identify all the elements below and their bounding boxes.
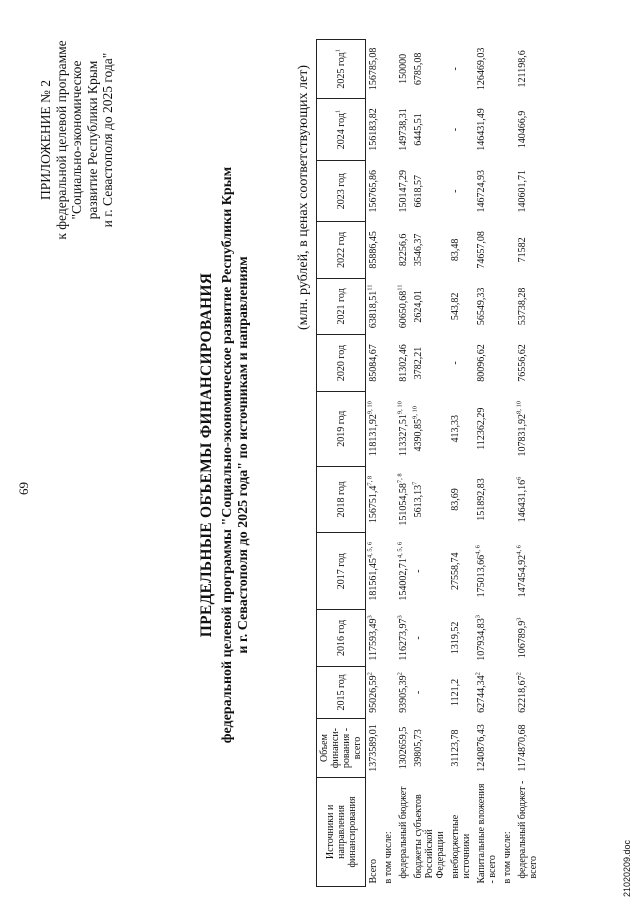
- cell-value: 62218,67: [517, 675, 528, 713]
- cell-value: 181561,45: [368, 558, 379, 601]
- cell-value: 80096,62: [476, 344, 487, 382]
- appendix-line-2: к федеральной целевой программе: [53, 40, 69, 240]
- cell-value: -: [450, 361, 461, 365]
- table-cell: [448, 533, 474, 610]
- table-cell: [500, 466, 515, 533]
- table-row: [515, 40, 541, 887]
- table-cell: [515, 161, 541, 222]
- cell-value: 1373589,01: [368, 724, 379, 772]
- table-cell: [396, 666, 411, 719]
- row-label: в том числе:: [502, 831, 513, 884]
- cell-value: 140466,9: [517, 110, 528, 149]
- cell-value: 146724,93: [476, 169, 487, 213]
- cell-value: 413,33: [450, 414, 461, 443]
- footnote-mark: 7: [411, 481, 419, 485]
- table-row: [396, 40, 411, 887]
- table-cell: [448, 40, 474, 99]
- cell-value: 126469,03: [476, 47, 487, 91]
- cell-value: 117593,49: [368, 618, 379, 661]
- column-header: [317, 40, 366, 99]
- cell-value: 175013,66: [476, 554, 487, 598]
- cell-value: 2624,01: [413, 290, 424, 323]
- cell-value: 6445,51: [413, 113, 424, 146]
- cell-value: 2016 год: [335, 619, 347, 656]
- table-cell: [515, 40, 541, 99]
- cell-value: -: [450, 189, 461, 193]
- table-cell: [500, 98, 515, 161]
- cell-value: -: [450, 67, 461, 71]
- appendix-block: [38, 15, 116, 265]
- table-cell: [366, 610, 382, 667]
- row-label: внебюджетные источники: [450, 814, 472, 879]
- footnote-mark: 4, 5, 6: [396, 541, 404, 559]
- table-cell: [411, 40, 448, 99]
- cell-value: 2025 год: [335, 52, 347, 89]
- cell-value: 4390,85: [413, 418, 424, 452]
- table-cell: [396, 610, 411, 667]
- footnote-mark: 3: [515, 617, 523, 621]
- footnote-mark: 9, 10: [366, 401, 374, 415]
- cell-value: 39805,73: [413, 729, 424, 767]
- cell-value: 2018 год: [335, 481, 347, 518]
- cell-value: 81302,46: [398, 344, 409, 382]
- table-cell: [411, 278, 448, 335]
- table-cell: [381, 666, 396, 719]
- units-note: (млн. рублей, в ценах соответствующих лет): [296, 65, 311, 330]
- row-label: Капитальные вложения - всего: [476, 783, 498, 884]
- table-cell: [411, 391, 448, 466]
- table-cell: [381, 533, 396, 610]
- cell-value: 5613,13: [413, 484, 424, 518]
- cell-value: 93905,39: [398, 675, 409, 713]
- table-cell: [448, 278, 474, 335]
- financing-table: [316, 39, 541, 887]
- table-cell: [381, 719, 396, 778]
- table-cell: [474, 222, 500, 279]
- cell-value: 156765,86: [368, 169, 379, 213]
- footnote-mark: 3: [366, 615, 374, 619]
- row-label: Всего: [368, 858, 379, 884]
- cell-value: 27558,74: [450, 552, 461, 590]
- cell-value: 121198,6: [517, 50, 528, 88]
- cell-value: 6785,08: [413, 52, 424, 86]
- cell-value: Источники и направления финансирования: [324, 796, 358, 868]
- table-cell: [366, 666, 382, 719]
- cell-value: 2020 год: [335, 344, 347, 382]
- footnote-mark: 3: [474, 615, 482, 619]
- table-row: [448, 40, 474, 887]
- cell-value: Объем финанси-рования - всего: [319, 727, 363, 769]
- table-cell: [366, 391, 382, 466]
- footnote-mark: 4, 6: [474, 545, 482, 555]
- cell-value: 63818,51: [368, 290, 379, 329]
- table-cell: [381, 335, 396, 392]
- table-header-row: [317, 40, 366, 887]
- table-cell: [515, 719, 541, 778]
- cell-value: 74657,08: [476, 231, 487, 269]
- column-header: [317, 161, 366, 222]
- table-cell: [448, 335, 474, 392]
- table-cell: [396, 278, 411, 335]
- cell-value: 107934,83: [476, 618, 487, 661]
- table-cell: [500, 40, 515, 99]
- table-cell: [366, 98, 382, 161]
- cell-value: 149738,31: [398, 108, 409, 151]
- appendix-line-3: "Социально-экономическое: [69, 60, 84, 220]
- cell-value: 85084,67: [368, 344, 379, 382]
- footnote-mark: 3: [396, 615, 404, 619]
- table-cell: [366, 40, 382, 99]
- column-header: [317, 719, 366, 778]
- table-cell: [500, 610, 515, 667]
- cell-value: 107831,92: [517, 413, 528, 457]
- cell-value: 543,82: [450, 292, 461, 321]
- main-title: ПРЕДЕЛЬНЫЕ ОБЪЕМЫ ФИНАНСИРОВАНИЯ: [198, 272, 215, 638]
- cell-value: 1174870,68: [517, 724, 528, 772]
- table-cell: [396, 533, 411, 610]
- table-cell: [474, 335, 500, 392]
- table-cell: [474, 40, 500, 99]
- column-header: [317, 666, 366, 719]
- table-cell: [515, 98, 541, 161]
- table-cell: [500, 161, 515, 222]
- table-cell: [381, 466, 396, 533]
- footnote-mark: 8, 10: [515, 400, 523, 414]
- table-cell: [474, 98, 500, 161]
- cell-value: 71582: [517, 237, 528, 263]
- table-cell: [515, 533, 541, 610]
- cell-value: 31123,78: [450, 729, 461, 767]
- table-cell: [474, 666, 500, 719]
- table-cell: [381, 391, 396, 466]
- table-cell: [500, 391, 515, 466]
- table-cell: [411, 610, 448, 667]
- cell-value: 6618,57: [413, 174, 424, 208]
- table-cell: [411, 466, 448, 533]
- cell-value: 82256,6: [398, 233, 409, 267]
- footnote-mark: 2: [474, 672, 482, 676]
- table-cell: [411, 222, 448, 279]
- table-cell: [381, 40, 396, 99]
- table-cell: [515, 222, 541, 279]
- cell-value: 113327,51: [398, 414, 409, 457]
- cell-value: -: [413, 636, 424, 640]
- row-label: в том числе:: [383, 831, 394, 884]
- sub-title-line-2: и г. Севастополя до 2025 года" по источникам и направлениям: [236, 256, 251, 654]
- cell-value: 106789,9: [517, 620, 528, 659]
- footnote-mark: 6: [515, 476, 523, 480]
- table-cell: [515, 335, 541, 392]
- column-header: [317, 610, 366, 667]
- footnote-mark: 7, 8: [366, 475, 374, 486]
- footnote-mark: 4, 5, 6: [366, 541, 374, 559]
- table-cell: [366, 533, 382, 610]
- table-cell: [366, 161, 382, 222]
- appendix-line-1: ПРИЛОЖЕНИЕ № 2: [38, 79, 53, 201]
- cell-value: -: [450, 127, 461, 132]
- table-cell: [411, 335, 448, 392]
- column-header: [317, 222, 366, 279]
- cell-value: 116273,97: [398, 618, 409, 661]
- table-cell: [515, 466, 541, 533]
- cell-value: 140601,71: [517, 169, 528, 213]
- table-cell: [515, 391, 541, 466]
- cell-value: 3782,21: [413, 346, 424, 380]
- sub-title: [220, 45, 252, 865]
- table-cell: [448, 666, 474, 719]
- table-cell: [500, 719, 515, 778]
- table-cell: [396, 335, 411, 392]
- cell-value: 112362,29: [476, 407, 487, 450]
- column-header: [317, 391, 366, 466]
- table-cell: [448, 391, 474, 466]
- table-cell: [448, 719, 474, 778]
- table-cell: [411, 98, 448, 161]
- appendix-line-4: развитие Республики Крым: [84, 60, 100, 220]
- table-row: [411, 40, 448, 887]
- footnote-mark: 11: [396, 284, 404, 291]
- cell-value: 156785,08: [368, 47, 379, 91]
- appendix-line-5: и г. Севастополя до 2025 года": [100, 52, 115, 228]
- footnote-mark: 2: [515, 672, 523, 676]
- table-cell: [396, 222, 411, 279]
- cell-value: 56549,33: [476, 287, 487, 326]
- table-cell: [448, 161, 474, 222]
- table-cell: [411, 666, 448, 719]
- row-label: бюджеты субъектов Российской Федерации: [413, 794, 446, 879]
- cell-value: 146431,49: [476, 108, 487, 151]
- cell-value: 85886,45: [368, 231, 379, 269]
- footnote-mark: 11: [366, 284, 374, 291]
- footnote-mark: 9, 10: [396, 401, 404, 415]
- table-cell: [411, 161, 448, 222]
- table-cell: [500, 335, 515, 392]
- table-cell: [366, 222, 382, 279]
- cell-value: 146431,16: [517, 479, 528, 523]
- table-cell: [411, 719, 448, 778]
- cell-value: 147454,92: [517, 554, 528, 598]
- table-row: [474, 40, 500, 887]
- cell-value: 2017 год: [335, 553, 347, 590]
- cell-value: -: [413, 690, 424, 695]
- table-body: [366, 40, 542, 887]
- footnote-mark: 1: [334, 49, 342, 53]
- document-code: 21020209.doc: [622, 839, 632, 897]
- cell-value: 95026,59: [368, 675, 379, 713]
- table-cell: [366, 278, 382, 335]
- cell-value: 151054,58: [398, 483, 409, 526]
- table-cell: [381, 610, 396, 667]
- cell-value: 156751,4: [368, 485, 379, 524]
- table-cell: [500, 222, 515, 279]
- row-label: федеральный бюджет - всего: [517, 780, 539, 879]
- footnote-mark: 1: [334, 109, 342, 114]
- table-cell: [448, 610, 474, 667]
- table-cell: [474, 533, 500, 610]
- table-cell: [396, 161, 411, 222]
- table-cell: [474, 466, 500, 533]
- table-cell: [500, 278, 515, 335]
- cell-value: 53738,28: [517, 287, 528, 326]
- cell-value: 1319,52: [450, 621, 461, 655]
- table-cell: [448, 466, 474, 533]
- table-cell: [396, 40, 411, 99]
- table-cell: [448, 222, 474, 279]
- cell-value: 1302659,5: [398, 726, 409, 770]
- cell-value: 2022 год: [335, 231, 347, 268]
- table-cell: [366, 335, 382, 392]
- cell-value: 76556,62: [517, 344, 528, 382]
- table-cell: [474, 719, 500, 778]
- cell-value: 2021 год: [335, 288, 347, 325]
- cell-value: 83,69: [450, 488, 461, 511]
- table-row: [381, 40, 396, 887]
- cell-value: 150147,29: [398, 169, 409, 213]
- cell-value: 2019 год: [335, 410, 347, 447]
- cell-value: 118131,92: [368, 414, 379, 457]
- sub-title-line-1: федеральной целевой программы "Социально-экономическое развитие Республики Крым: [220, 166, 235, 744]
- table-cell: [474, 278, 500, 335]
- cell-value: 62744,34: [476, 675, 487, 713]
- table-cell: [500, 666, 515, 719]
- cell-value: 2023 год: [335, 173, 347, 210]
- cell-value: 154002,71: [398, 558, 409, 601]
- cell-value: 83,48: [450, 238, 461, 262]
- footnote-mark: 2: [366, 672, 374, 676]
- cell-value: 1240876,43: [476, 724, 487, 772]
- page-number: 69: [16, 482, 31, 495]
- table-row: [500, 40, 515, 887]
- footnote-mark: 4, 6: [515, 545, 523, 555]
- table-cell: [381, 161, 396, 222]
- table-cell: [396, 98, 411, 161]
- cell-value: 150000: [398, 53, 409, 84]
- table-cell: [515, 278, 541, 335]
- footnote-mark: 2: [396, 672, 404, 676]
- cell-value: 156183,82: [368, 108, 379, 151]
- table-cell: [381, 278, 396, 335]
- column-header: [317, 533, 366, 610]
- row-label: федеральный бюджет: [398, 786, 409, 879]
- cell-value: -: [413, 569, 424, 573]
- cell-value: 3546,37: [413, 233, 424, 267]
- table-cell: [381, 222, 396, 279]
- table-cell: [448, 98, 474, 161]
- table-cell: [474, 161, 500, 222]
- column-header: [317, 278, 366, 335]
- table-cell: [396, 466, 411, 533]
- table-cell: [396, 391, 411, 466]
- cell-value: 151892,83: [476, 478, 487, 521]
- table-cell: [515, 666, 541, 719]
- column-header: [317, 777, 366, 886]
- footnote-mark: 9, 10: [411, 405, 419, 419]
- footnote-mark: 7, 8: [396, 473, 404, 484]
- table-cell: [366, 466, 382, 533]
- column-header: [317, 466, 366, 533]
- cell-value: 1121,2: [450, 678, 461, 707]
- table-cell: [515, 610, 541, 667]
- cell-value: 60650,68: [398, 290, 409, 329]
- table-cell: [474, 610, 500, 667]
- table-cell: [396, 719, 411, 778]
- table-row: [366, 40, 382, 887]
- cell-value: 2024 год: [335, 113, 347, 150]
- column-header: [317, 335, 366, 392]
- table-cell: [366, 719, 382, 778]
- table-cell: [500, 533, 515, 610]
- column-header: [317, 98, 366, 161]
- table-cell: [381, 98, 396, 161]
- table-cell: [474, 391, 500, 466]
- cell-value: 2015 год: [335, 674, 347, 711]
- table-cell: [411, 533, 448, 610]
